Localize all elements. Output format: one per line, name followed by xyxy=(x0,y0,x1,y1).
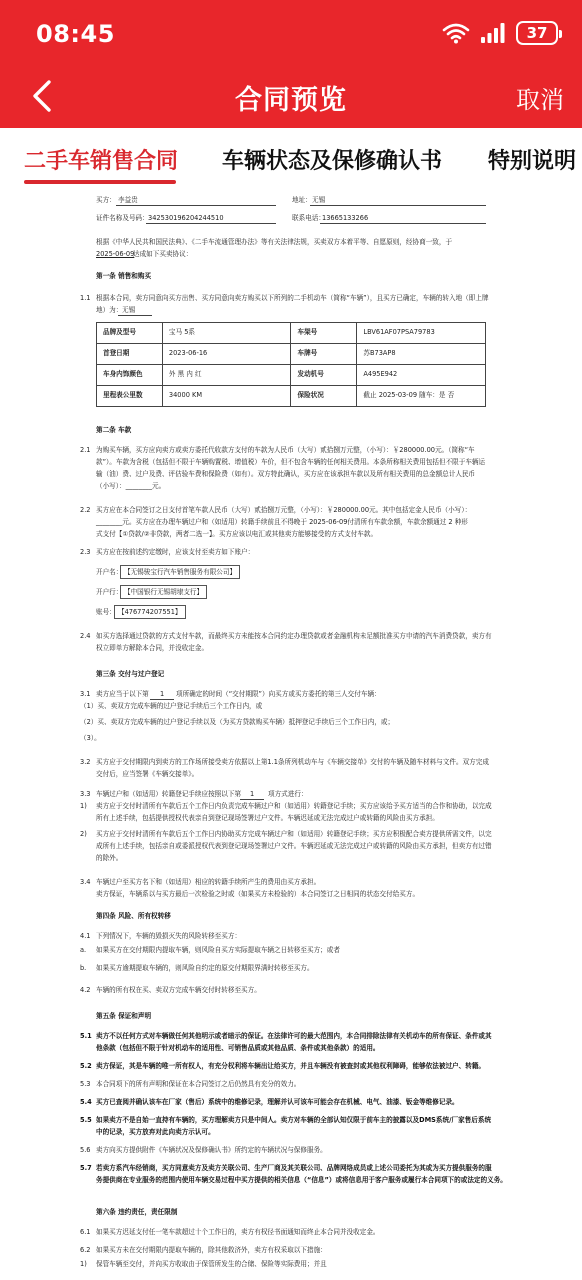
intro-text-2: 达成如下买卖协议： xyxy=(133,250,193,258)
table-row xyxy=(97,344,486,365)
clause-text: 买方已查阅并确认该车在厂家（售后）系统中的维修记录，理解并认可该车可能会存在机械、电气、油漆、钣金等维修记录。 xyxy=(96,1098,459,1106)
article-1-title: 第一条 销售和购买 xyxy=(96,272,152,280)
clause-text: 所有上述手续，包括提供授权代表亲自到登记现场签署过户文件。车辆迟延或无法完成过户或转籍的风险由买方承担。 xyxy=(96,814,439,822)
table-row xyxy=(97,323,486,344)
clause-number: 5.6 xyxy=(80,1146,91,1154)
clause-text: 中的记录，买方放弃对此向卖方示认可。 xyxy=(96,1128,215,1136)
clause-text: 项方式进行： xyxy=(268,790,308,798)
clause-text: 权立即单方解除本合同，并没收定金。 xyxy=(96,644,209,652)
clause-text: 款”）。车款为含税（包括但不限于车辆购置税、增值税）车价，但不包含车辆的任何相关费用。本条所称相关费用包括但不限于车辆运 xyxy=(96,458,486,466)
clause-number: 2.4 xyxy=(80,632,91,640)
active-tab-indicator xyxy=(24,180,176,184)
clause-number: 3.3 xyxy=(80,790,91,798)
underline xyxy=(146,223,276,224)
table-cell: 发动机号 xyxy=(291,365,357,386)
clause-text: 卖方应当于以下第 xyxy=(96,690,149,698)
clause-text: 车辆过户和（如适用）转籍登记手续应按照以下第 xyxy=(96,790,242,798)
clause-text: 输（油）费、过户及费、评估验车费和保险费（如有）。双方特此确认，买方应在该承担车款以及所有相关费用的总金额总计人民币 xyxy=(96,470,476,478)
clause-text: 务提供商在专业服务的范围内使用车辆交易过程中买方提供的相关信息（“信息”）或将信息用于客户服务或履行本合同项下的或法定的义务。 xyxy=(96,1176,507,1184)
clause-text: 卖方保证，其是车辆的唯一所有权人，有充分权利将车辆出让给买方，并且车辆没有被查封或其他权利障碍，能够依法被过户、转籍。 xyxy=(96,1062,486,1070)
clause-text: 如果买方迟延支付任一笔车款超过十个工作日的，卖方有权径书面通知而终止本合同并没收定金。 xyxy=(96,1228,380,1236)
table-cell: 车牌号 xyxy=(291,344,357,365)
nav-bar xyxy=(0,64,582,128)
table-row xyxy=(97,365,486,386)
list-item: （3）。 xyxy=(80,734,101,742)
clause-number: 5.2 xyxy=(80,1062,92,1070)
underline xyxy=(116,205,276,206)
tab-bar xyxy=(0,128,582,188)
wifi-icon xyxy=(442,22,470,44)
account-number-label: 账号： xyxy=(96,608,116,616)
clause-number: 6.1 xyxy=(80,1228,91,1236)
clause-number: 5.3 xyxy=(80,1080,91,1088)
address-value: 无锡 xyxy=(312,196,326,204)
phone-label: 联系电话： xyxy=(292,214,325,222)
clause-number: 3.4 xyxy=(80,878,91,886)
table-cell: 外 黑 内 红 xyxy=(162,365,291,386)
list-item: （1）买、卖双方完成车辆的过户登记手续后三个工作日内，或 xyxy=(80,702,263,710)
clause-text: 如果卖方不是自始一直持有车辆的，买方理解卖方只是中间人。卖方对车辆的全部认知仅限于前车主的披露以及DMS系统/厂家售后系统 xyxy=(96,1116,492,1124)
address-label: 地址： xyxy=(292,196,312,204)
clause-number: 1.1 xyxy=(80,294,91,302)
status-time: 08:45 xyxy=(36,20,115,48)
clause-text: 买方应在本合同签订之日支付首笔车款人民币（大写）贰拾捌万元整，（小写）：￥280000.00元。其中包括定金人民币（小写）： xyxy=(96,506,472,514)
article-5-title: 第五条 保证和声明 xyxy=(96,1012,152,1020)
tab-special-notes[interactable]: 特别说明 xyxy=(488,149,577,174)
table-cell: 截止 2025-03-09 随车：是 否 xyxy=(357,386,486,407)
table-cell: 保险状况 xyxy=(291,386,357,407)
id-label: 证件名称及号码： xyxy=(96,214,149,222)
clause-text: 的除外。 xyxy=(96,854,123,862)
status-icons xyxy=(442,20,558,46)
tab-sales-contract[interactable]: 二手车销售合同 xyxy=(24,149,179,174)
status-bar xyxy=(0,0,582,64)
account-name-label: 开户名： xyxy=(96,568,123,576)
clause-text: 如果买方在交付期限内提取车辆，则风险自买方实际提取车辆之日转移至买方；或者 xyxy=(96,946,340,954)
table-row xyxy=(97,386,486,407)
article-4-title: 第四条 风险、所有权转移 xyxy=(96,912,171,920)
table-cell: 34000 KM xyxy=(162,386,291,407)
tab-vehicle-status[interactable]: 车辆状态及保修确认书 xyxy=(222,149,443,174)
underline xyxy=(310,205,486,206)
list-marker: 1) xyxy=(80,802,87,810)
table-cell: A495E942 xyxy=(357,365,486,386)
table-cell: 宝马 5系 xyxy=(162,323,291,344)
list-marker: b. xyxy=(80,964,87,972)
clause-number: 2.2 xyxy=(80,506,91,514)
clause-text: 卖方应于交付时清所有车款后五个工作日内负责完成车辆过户和（如适用）转籍登记手续；买方应该给予买方适当的合作和协助，以完成 xyxy=(96,802,492,810)
clause-number: 2.3 xyxy=(80,548,91,556)
clause-text: 地）为： xyxy=(96,306,123,314)
clause-number: 5.1 xyxy=(80,1032,92,1040)
underline xyxy=(150,699,174,700)
clause-number: 5.7 xyxy=(80,1164,92,1172)
clause-text: 买方应于交付期限内到卖方的工作场所接受卖方依据以上第1.1条所列机动车与《车辆交接单》交付的车辆及随车材料与文件。双方完成 xyxy=(96,758,489,766)
buyer-label: 买方： xyxy=(96,196,116,204)
clause-text: （小写）：________元。 xyxy=(96,482,166,490)
underline xyxy=(240,799,264,800)
table-cell: 苏B73AP8 xyxy=(357,344,486,365)
article-3-title: 第三条 交付与过户登记 xyxy=(96,670,165,678)
table-cell: 首登日期 xyxy=(97,344,163,365)
clause-text: 保管车辆至交付，并向买方收取由于保管所发生的合储、保险等实际费用；并且 xyxy=(96,1260,327,1268)
list-marker: 2) xyxy=(80,830,87,838)
signal-icon xyxy=(480,22,506,44)
table-cell: 品牌及型号 xyxy=(97,323,163,344)
registration-place: 无锡 xyxy=(122,306,136,314)
clause-text: 买方应于交付时清所有车款后五个工作日内协助买方完成车辆过户和（如适用）转籍登记手续；买方应积极配合卖方提供所需文件，以完 xyxy=(96,830,492,838)
buyer-value: 李益贵 xyxy=(118,196,138,204)
clause-number: 3.2 xyxy=(80,758,91,766)
underline xyxy=(320,223,486,224)
clause-text: 项所确定的时间（“交付期限”）向买方或买方委托的第三人交付车辆： xyxy=(176,690,381,698)
clause-text: 如买方选择通过贷款的方式支付车款，而最终买方未能按本合同约定办理贷款或者金融机构未足额批准买方申请的汽车消费贷款，卖方有 xyxy=(96,632,492,640)
account-bank-field: 【中国银行无锡胡埭支行】 xyxy=(120,585,207,599)
clause-text: 卖方向买方提供附件《车辆状况及保修确认书》所约定的车辆状况与保修服务。 xyxy=(96,1146,327,1154)
intro-date: 2025-06-09 xyxy=(96,250,135,258)
table-cell: LBV61AF07PSA79783 xyxy=(357,323,486,344)
clause-number: 2.1 xyxy=(80,446,91,454)
clause-text: 车辆的所有权在买、卖双方完成车辆交付时转移至买方。 xyxy=(96,986,261,994)
clause-number: 5.4 xyxy=(80,1098,92,1106)
article-2-title: 第二条 车款 xyxy=(96,426,132,434)
clause-text: 买方应在按前述约定缴时，应该支付至卖方如下账户： xyxy=(96,548,255,556)
vehicle-info-table xyxy=(96,322,486,407)
account-name-field: 【无锡骏宝行汽车销售服务有限公司】 xyxy=(120,565,240,579)
clause-text: 若卖方系汽车经销商，买方同意卖方及卖方关联公司、生产厂商及其关联公司、品牌网络成员或上述公司委托为其或为买方提供服务的服 xyxy=(96,1164,492,1172)
clause-number: 3.1 xyxy=(80,690,91,698)
cancel-button[interactable]: 取消 xyxy=(516,86,564,114)
clause-option: 1 xyxy=(160,690,165,698)
table-cell: 车架号 xyxy=(291,323,357,344)
id-value: 342530196204244510 xyxy=(148,214,224,222)
list-marker: a. xyxy=(80,946,87,954)
phone-value: 13665133266 xyxy=(322,214,369,222)
clause-text: 根据本合同，卖方同意向买方出售、买方同意向卖方购买以下所列的二手机动车（简称“车辆”），且买方已确定，车辆的转入地（即上牌 xyxy=(96,294,489,302)
clause-text: ________元。买方应在办理车辆过户和（如适用）转籍手续前且不得晚于 2025-06-09付清所有车款余额，车款余额通过 2 种形 xyxy=(96,518,468,526)
clause-number: 4.2 xyxy=(80,986,91,994)
account-bank-label: 开户行： xyxy=(96,588,123,596)
contract-document[interactable] xyxy=(0,188,582,1280)
battery-icon: 37 xyxy=(516,21,558,45)
table-cell: 车身内饰颜色 xyxy=(97,365,163,386)
table-cell: 里程表公里数 xyxy=(97,386,163,407)
clause-text: 如果买方未在交付期限内提取车辆的，除其他救济外，卖方有权采取以下措施： xyxy=(96,1246,327,1254)
clause-text: 卖方不以任何方式对车辆做任何其他明示或者暗示的保证。在法律许可的最大范围内，本合同排除法律有关机动车的所有保证、条件或其 xyxy=(96,1032,492,1040)
clause-text: 卖方保证，车辆系以与买方最后一次检验之时或（如果买方未检验的）本合同签订之日相同的状态交付给买方。 xyxy=(96,890,420,898)
account-number-field: 【476774207551】 xyxy=(114,605,186,619)
page-title: 合同预览 xyxy=(235,85,347,116)
clause-text: 下列情况下，车辆的毁损灭失的风险转移至买方： xyxy=(96,932,242,940)
clause-text: 如果买方逾期提取车辆的，则风险自约定的原交付期限界满时转移至买方。 xyxy=(96,964,314,972)
intro-text: 根据《中华人民共和国民法典》、《二手车流通管理办法》等有关法律法规，买卖双方本着平等、自愿原则，经协商一致，于 xyxy=(96,238,453,246)
underline xyxy=(118,315,152,316)
list-item: （2）买、卖双方完成车辆的过户登记手续以及（为买方贷款购买车辆）抵押登记手续后三个工作日内，或； xyxy=(80,718,395,726)
clause-text: 他条款（包括但不限于针对机动车的适用性、可销售品质或其他品质、条件或其他条款）的适用。 xyxy=(96,1044,380,1052)
table-cell: 2023-06-16 xyxy=(162,344,291,365)
header-bar xyxy=(0,0,582,128)
clause-number: 4.1 xyxy=(80,932,91,940)
article-6-title: 第六条 违约责任，责任限制 xyxy=(96,1208,178,1216)
list-marker: 1) xyxy=(80,1260,87,1268)
clause-number: 5.5 xyxy=(80,1116,92,1124)
clause-text: 式支付【①贷款/②非贷款，两者二选一】。买方应该以电汇或其他卖方能够接受的方式支付车款。 xyxy=(96,530,378,538)
clause-number: 6.2 xyxy=(80,1246,91,1254)
clause-text: 成所有上述手续，包括亲自或委派授权代表到登记现场签署过户文件。车辆迟延或无法完成过户或转籍的风险由买方承担，但卖方有过错 xyxy=(96,842,492,850)
clause-text: 为购买车辆，买方应向卖方或卖方委托代收款方支付的车款为人民币（大写）贰拾捌万元整，（小写）：￥280000.00元。（简称“车 xyxy=(96,446,475,454)
clause-text: 交付后，应当签署《车辆交接单》。 xyxy=(96,770,199,778)
clause-option: 1 xyxy=(250,790,255,798)
clause-text: 本合同项下的所有声明和保证在本合同签订之后仍然具有充分的效力。 xyxy=(96,1080,301,1088)
clause-text: 车辆过户至买方名下和（如适用）相应的转籍手续所产生的费用由买方承担。 xyxy=(96,878,321,886)
